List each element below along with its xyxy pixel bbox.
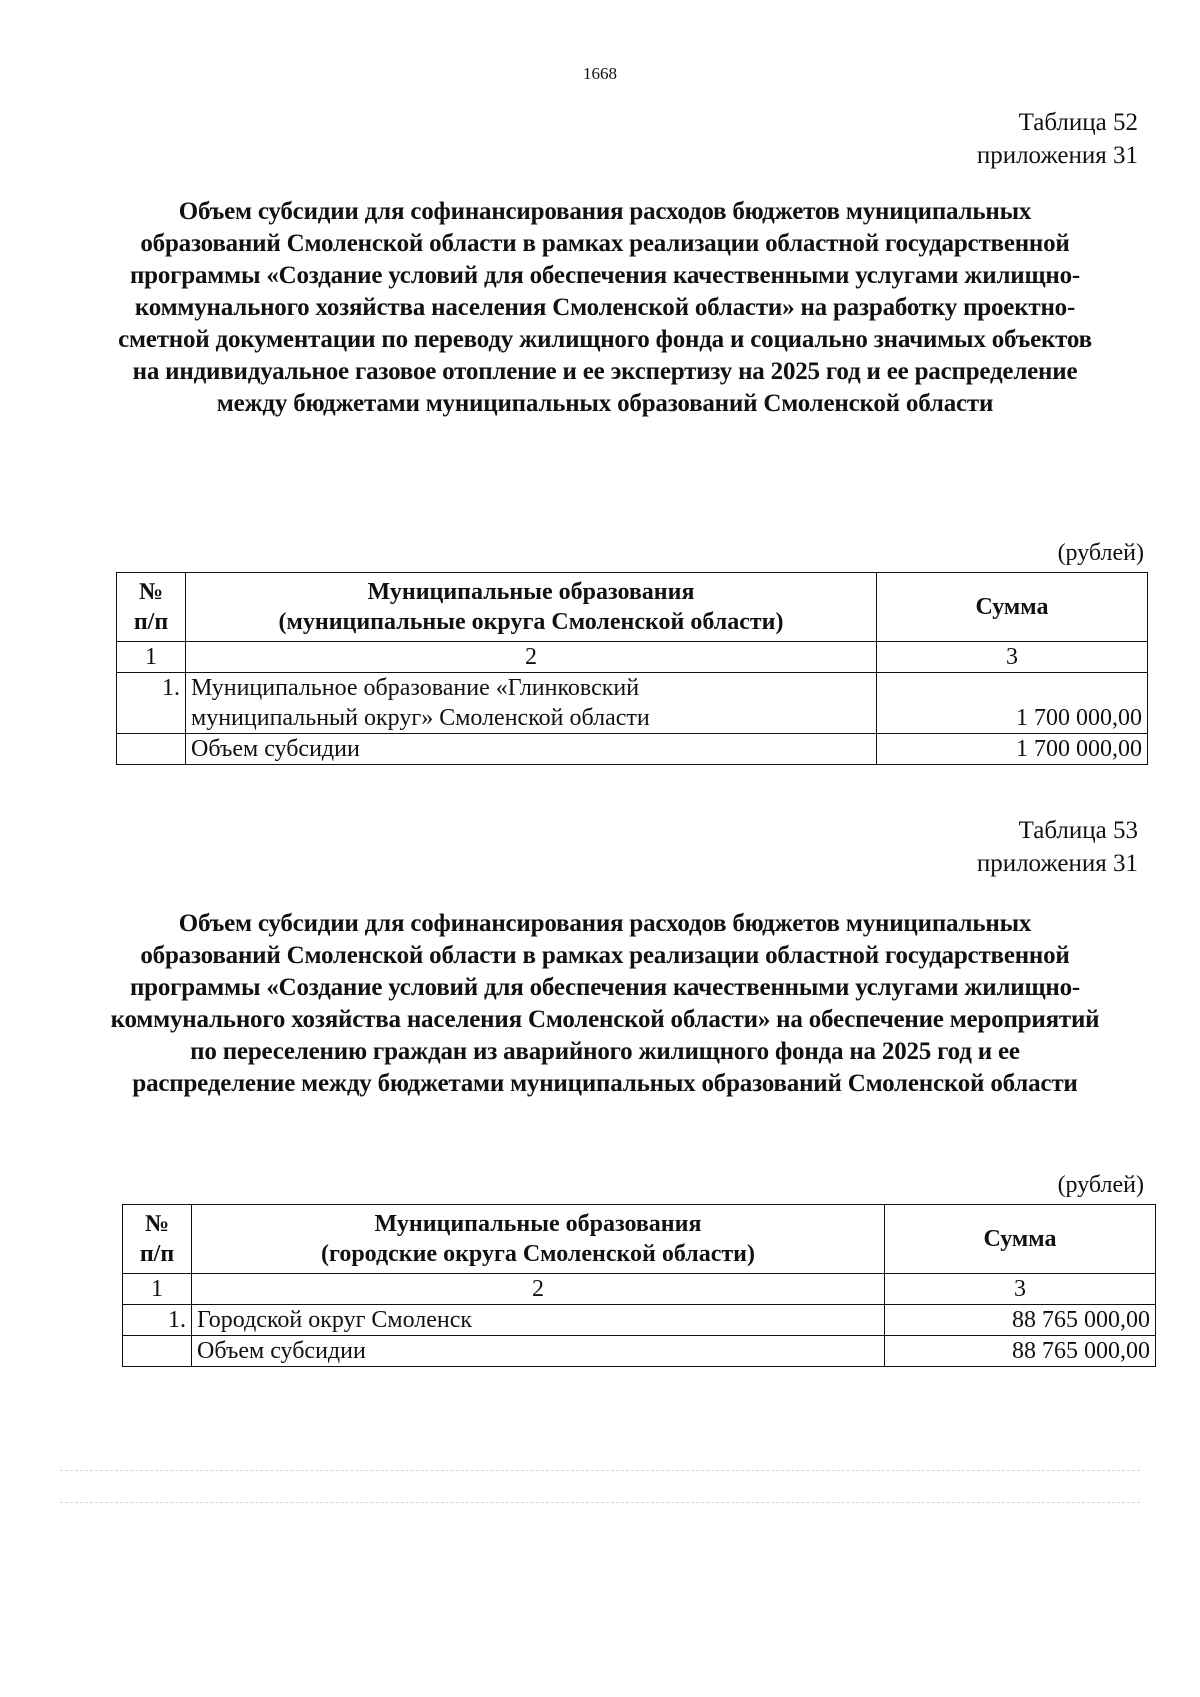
table-52-units: (рублей) <box>1057 540 1144 566</box>
row-sum: 88 765 000,00 <box>885 1305 1156 1336</box>
header-name-line1: Муниципальные образования <box>367 579 695 605</box>
header-name-line2: (муниципальные округа Смоленской области) <box>278 609 784 635</box>
column-index-row <box>123 1274 1156 1305</box>
column-index: 1 <box>123 1274 192 1305</box>
total-row <box>117 734 1148 765</box>
header-name <box>186 573 877 642</box>
column-index-row <box>117 642 1148 673</box>
caption-appendix: приложения 31 <box>976 142 1138 169</box>
header-num-symbol: № <box>138 579 164 605</box>
total-label: Объем субсидии <box>192 1336 885 1367</box>
header-num-label: п/п <box>139 1241 175 1267</box>
table-52 <box>116 572 1148 765</box>
table-52-caption <box>977 106 1138 172</box>
header-name <box>192 1205 885 1274</box>
table-row <box>117 673 1148 734</box>
scan-artifact <box>60 1502 1140 1504</box>
row-sum: 1 700 000,00 <box>877 673 1148 734</box>
header-num-label: п/п <box>133 609 169 635</box>
scan-artifact <box>60 1470 1140 1472</box>
header-sum: Сумма <box>877 573 1148 642</box>
row-municipality: Муниципальное образование «Глинковский муниципальный округ» Смоленской области <box>186 673 877 734</box>
column-index: 3 <box>885 1274 1156 1305</box>
total-number-empty <box>123 1336 192 1367</box>
page-number: 1668 <box>583 64 617 83</box>
row-number: 1. <box>117 673 186 734</box>
total-number-empty <box>117 734 186 765</box>
header-name-line1: Муниципальные образования <box>374 1211 702 1237</box>
row-number: 1. <box>123 1305 192 1336</box>
header-row <box>117 573 1148 642</box>
table-53-title: Объем субсидии для софинансирования расходов бюджетов муниципальных образований Смоленской области в рамках реализации областной государственной программы «Создание условий для обеспечения качественными услугами жилищно-коммунального хозяйства населения Смоленской области» на обеспечение мероприятий по переселению граждан из аварийного жилищного фонда на 2025 год и ее распределение между бюджетами муниципальных образований Смоленской области <box>110 910 1100 1097</box>
table-53-caption <box>977 814 1138 880</box>
column-index: 1 <box>117 642 186 673</box>
header-sum: Сумма <box>885 1205 1156 1274</box>
header-num-symbol: № <box>144 1211 170 1237</box>
column-index: 2 <box>192 1274 885 1305</box>
total-row <box>123 1336 1156 1367</box>
table-52-title: Объем субсидии для софинансирования расходов бюджетов муниципальных образований Смоленской области в рамках реализации областной государственной программы «Создание условий для обеспечения качественными услугами жилищно-коммунального хозяйства населения Смоленской области» на разработку проектно-сметной документации по переводу жилищного фонда и социально значимых объектов на индивидуальное газовое отопление и ее экспертизу на 2025 год и ее распределение между бюджетами муниципальных образований Смоленской области <box>118 198 1092 417</box>
header-num <box>117 573 186 642</box>
column-index: 3 <box>877 642 1148 673</box>
table-row <box>123 1305 1156 1336</box>
table-53 <box>122 1204 1156 1367</box>
table-53-units: (рублей) <box>1057 1172 1144 1198</box>
total-sum: 88 765 000,00 <box>885 1336 1156 1367</box>
column-index: 2 <box>186 642 877 673</box>
header-row <box>123 1205 1156 1274</box>
header-name-line2: (городские округа Смоленской области) <box>321 1241 755 1267</box>
total-label: Объем субсидии <box>186 734 877 765</box>
caption-table-number: Таблица 53 <box>1018 817 1138 844</box>
caption-appendix: приложения 31 <box>976 850 1138 877</box>
caption-table-number: Таблица 52 <box>1018 109 1138 136</box>
total-sum: 1 700 000,00 <box>877 734 1148 765</box>
row-municipality: Городской округ Смоленск <box>192 1305 885 1336</box>
header-num <box>123 1205 192 1274</box>
